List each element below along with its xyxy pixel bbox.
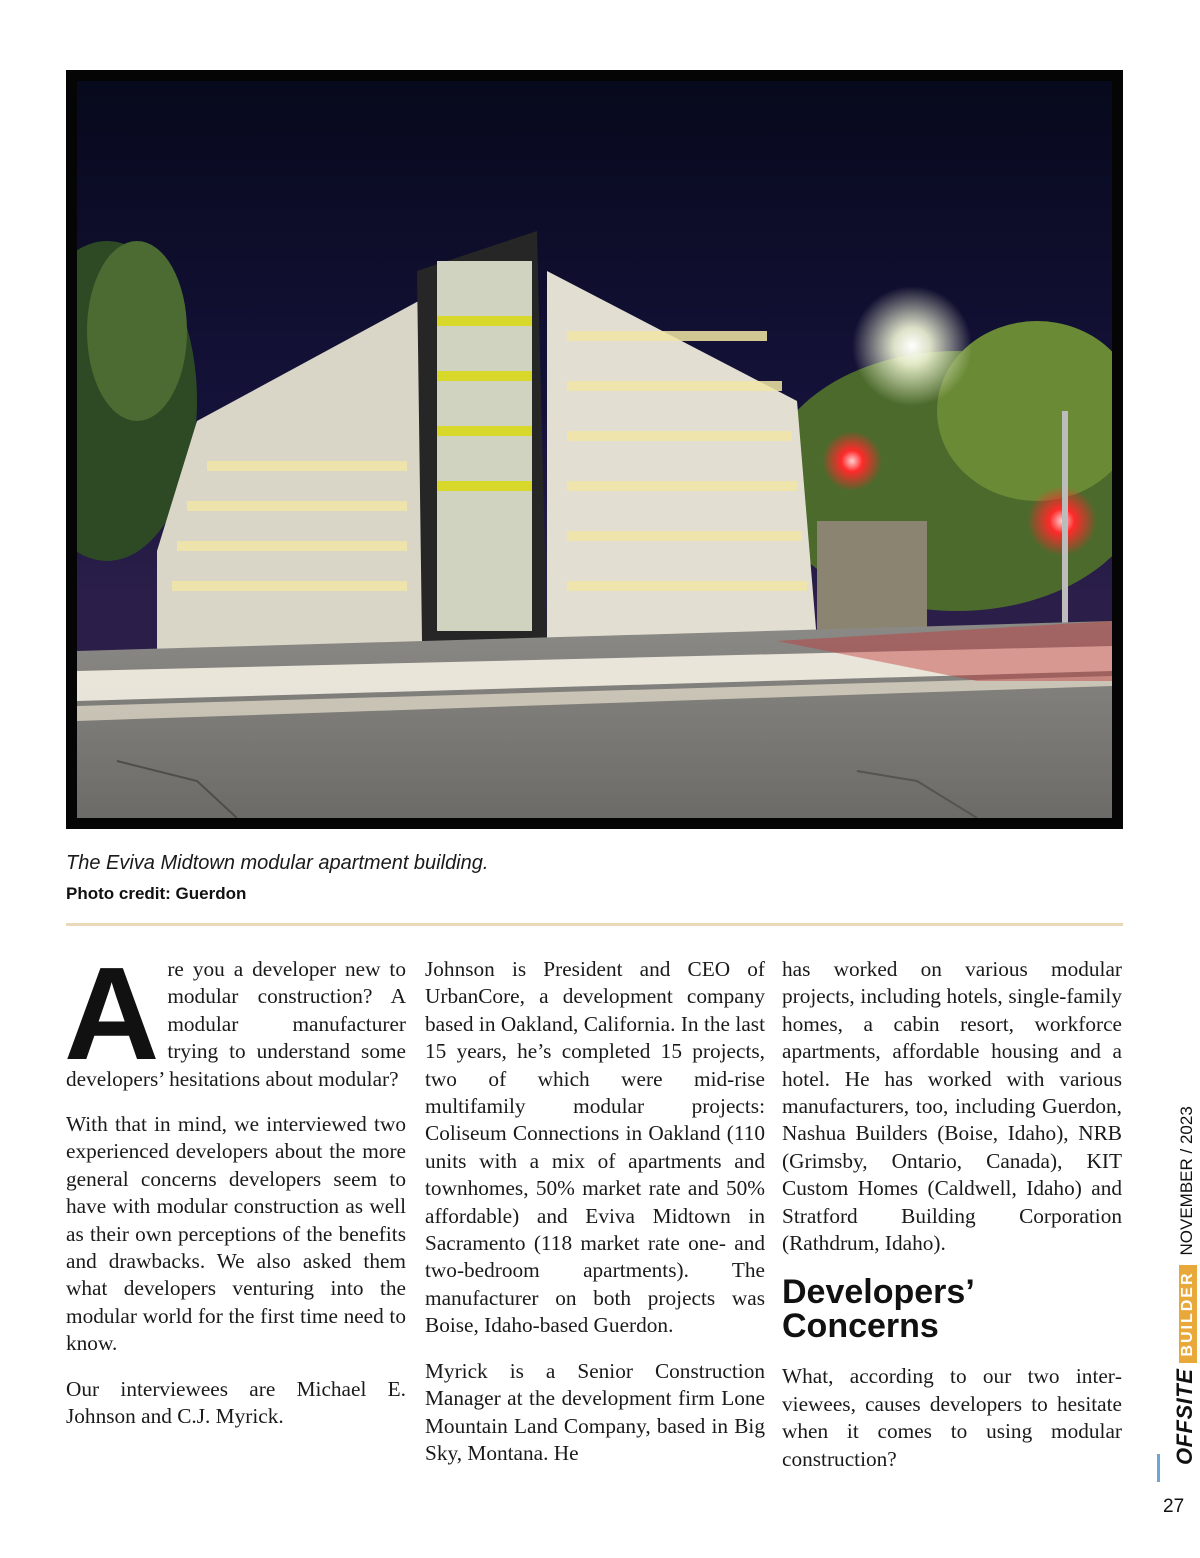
issue-date: NOVEMBER / 2023 xyxy=(1177,1106,1196,1256)
article-column-2 xyxy=(425,956,765,1485)
section-divider xyxy=(66,923,1123,926)
paragraph: What, according to our two interviewees, causes developers to hesitate when it comes to using modular construction? xyxy=(782,1364,1122,1471)
brand-builder: BUILDER xyxy=(1179,1266,1197,1363)
section-heading: Developers’ Concerns xyxy=(782,1273,973,1346)
paragraph: has worked on various modular projects, including hotels, single-family homes, a cabin resort, workforce apartments, affordable housing and a hotel. He has worked with various manufacturers, too, including Guerdon, Nashua Builders (Boise, Idaho), NRB (Grimsby, Ontario, Canada), KIT Custom Homes (Caldwell, Idaho) and Stratford Building Corporation (Rathdrum, Idaho). xyxy=(782,957,1122,1256)
article-column-3 xyxy=(782,956,1122,1491)
building-photo xyxy=(77,81,1112,818)
photo-frame xyxy=(66,70,1123,829)
drop-cap: A xyxy=(64,940,160,1087)
page-number: 27 xyxy=(1163,1496,1185,1517)
article-column-1 xyxy=(64,940,406,1449)
intro-text: re you a developer new to modular construction? A modular manufacturer trying to understand some developers’ hesitations about modular? xyxy=(66,957,406,1091)
paragraph: With that in mind, we interviewed two experienced developers about the more general concerns developers seem to have with modular construction as well as their own perceptions of the benefits and drawbacks. We also asked them what developers venturing into the modular world for the first time need to know. xyxy=(66,1112,406,1356)
intro-paragraph xyxy=(64,940,406,1093)
paragraph: Johnson is President and CEO of UrbanCore, a development company based in Oakland, California. In the last 15 years, he’s completed 15 projects, two of which were mid-rise multifamily modular projects: Coliseum Connections in Oakland (110 units with a mix of apartments and townhomes, 50% market rate and 50% affordable) and Eviva Midtown in Sacramento (118 market rate one- and two-bedroom apartments). The manufacturer on both projects was Boise, Idaho-based Guerdon. xyxy=(425,957,765,1338)
photo-credit: Photo credit: Guerdon xyxy=(66,884,247,903)
sidebar-accent-bar xyxy=(1157,1454,1160,1482)
paragraph: Our interviewees are Michael E. Johnson and C.J. Myrick. xyxy=(66,1376,406,1429)
paragraph: Myrick is a Senior Construction Manager at the development firm Lone Mountain Land Company, based in Big Sky, Montana. He xyxy=(425,1358,765,1465)
magazine-sidebar xyxy=(1172,1106,1198,1465)
brand-offsite: OFFSITE xyxy=(1172,1368,1197,1465)
photo-caption: The Eviva Midtown modular apartment building. xyxy=(66,852,489,874)
